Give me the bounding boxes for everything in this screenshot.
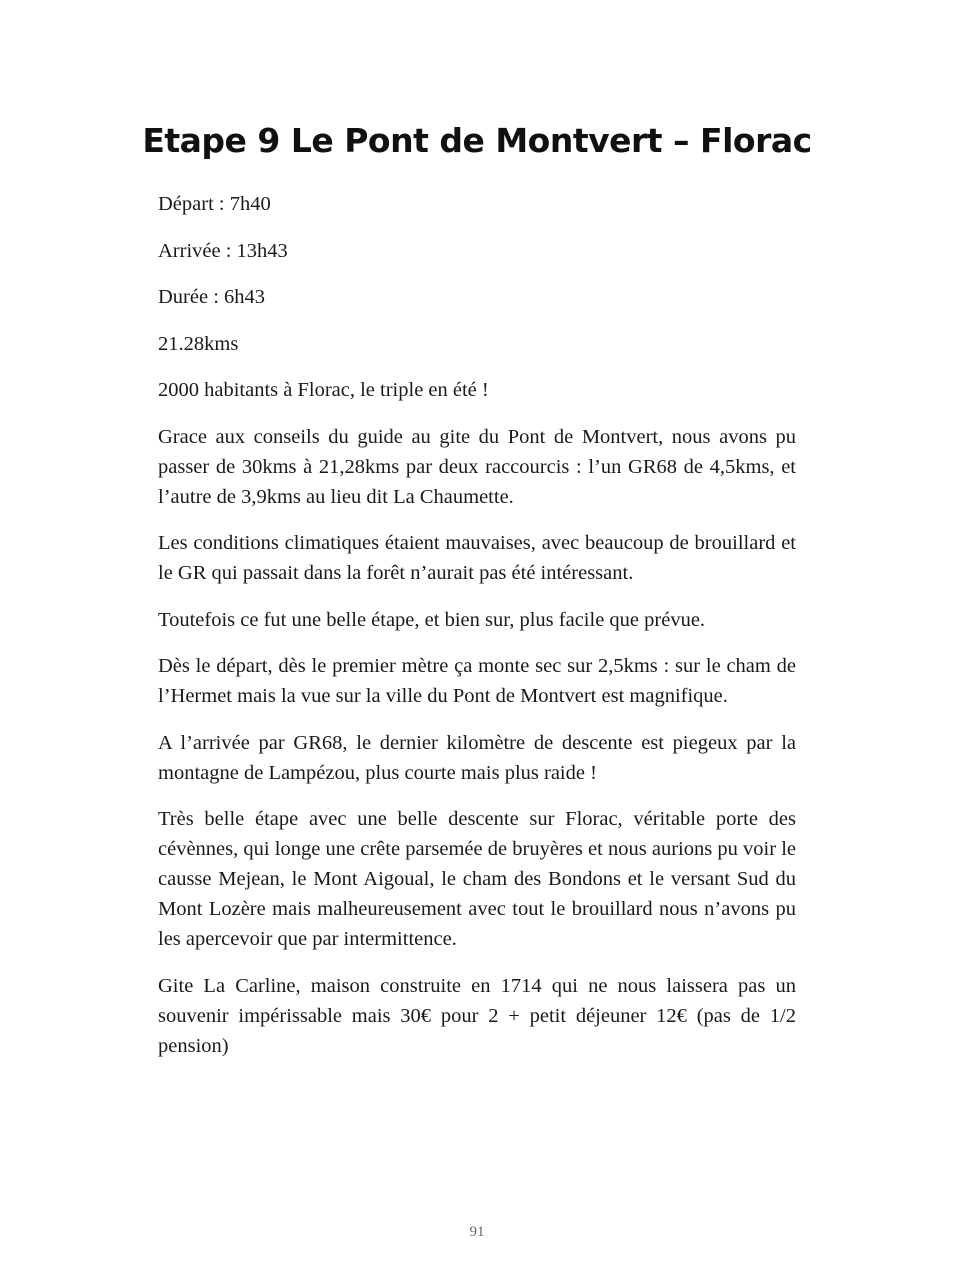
paragraph: Dès le départ, dès le premier mètre ça monte sec sur 2,5kms : sur le cham de l’Hermet mais la vue sur la ville du Pont de Montvert est magnifique. [158,655,796,707]
paragraph-arrival: Arrivée : 13h43 [158,239,288,262]
paragraph-departure: Départ : 7h40 [158,193,271,215]
page-title: Etape 9 Le Pont de Montvert – Florac [142,121,812,160]
body-text [158,189,796,1077]
paragraph: Toutefois ce fut une belle étape, et bien sur, plus facile que prévue. [158,608,706,631]
paragraph-distance: 21.28kms [158,332,239,355]
paragraph: Très belle étape avec une belle descente sur Florac, véritable porte des cévènnes, qui longe une crête parsemée de bruyères et nous aurions pu voir le causse Mejean, le Mont Aigoual, le cham des Bondons et le versant Sud du Mont Lozère mais malheureusement avec tout le brouillard nous n’avons pu les apercevoir que par intermittence. [158,808,796,950]
paragraph: Les conditions climatiques étaient mauvaises, avec beaucoup de brouillard et le GR qui passait dans la forêt n’aurait pas été intéressant. [158,532,796,584]
paragraph: Gite La Carline, maison construite en 1714 qui ne nous laissera pas un souvenir impérissable mais 30€ pour 2 + petit déjeuner 12€ (pas de 1/2 pension) [158,974,796,1057]
paragraph: Grace aux conseils du guide au gite du Pont de Montvert, nous avons pu passer de 30kms à 21,28kms par deux raccourcis : l’un GR68 de 4,5kms, et l’autre de 3,9kms au lieu dit La Chaumette. [158,425,796,508]
paragraph-population: 2000 habitants à Florac, le triple en été ! [158,379,489,401]
paragraph-duration: Durée : 6h43 [158,286,266,308]
page-number: 91 [469,1224,485,1240]
paragraph: A l’arrivée par GR68, le dernier kilomètre de descente est piegeux par la montagne de Lampézou, plus courte mais plus raide ! [158,731,796,784]
